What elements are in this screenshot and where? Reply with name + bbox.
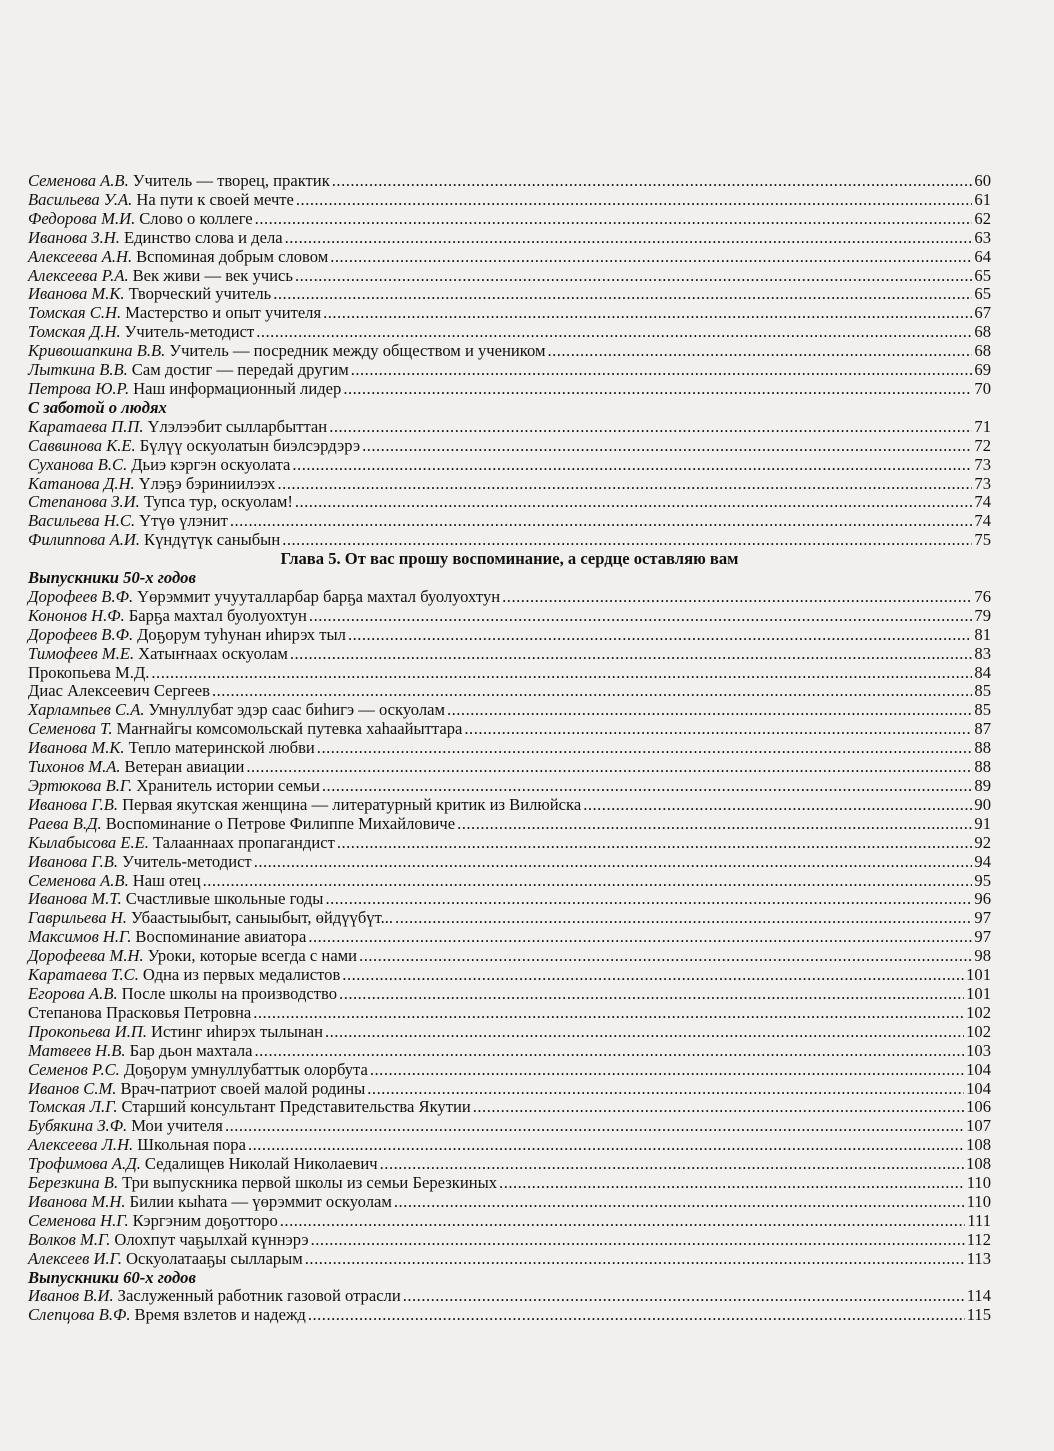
entry-title: Умнуллубат эдэр саас биһигэ — оскуолам bbox=[148, 700, 445, 720]
entry-title: Кэргэним доҕотторо bbox=[132, 1210, 278, 1230]
dot-leader bbox=[342, 966, 964, 985]
entry-title: Убаастыыбыт, саныыбыт, өйдүүбүт... bbox=[130, 908, 394, 928]
entry-page-number: 85 bbox=[974, 681, 991, 701]
toc-entry bbox=[28, 985, 991, 1004]
entry-author: Петрова Ю.Р. bbox=[28, 378, 130, 398]
dot-leader bbox=[296, 191, 973, 210]
entry-author: Раева В.Д. bbox=[28, 813, 102, 833]
entry-title: Врач-патриот своей малой родины bbox=[120, 1078, 366, 1098]
entry-author: Иванова М.К. bbox=[28, 284, 125, 304]
entry-title: Счастливые школьные годы bbox=[125, 889, 324, 909]
dot-leader bbox=[348, 626, 972, 645]
dot-leader bbox=[246, 758, 972, 777]
toc-entry bbox=[28, 1174, 991, 1193]
toc-entry bbox=[28, 531, 991, 550]
entry-page-number: 114 bbox=[966, 1286, 991, 1306]
entry-author: Семенова Т. bbox=[28, 719, 113, 739]
entry-page-number: 94 bbox=[974, 851, 991, 871]
toc-entry bbox=[28, 210, 991, 229]
entry-title: Единство слова и дела bbox=[123, 227, 283, 247]
entry-page-number: 60 bbox=[974, 171, 991, 190]
entry-title: Мастерство и опыт учителя bbox=[125, 303, 322, 323]
entry-title: Время взлетов и надежд bbox=[134, 1305, 306, 1325]
dot-leader bbox=[282, 531, 972, 550]
dot-leader bbox=[343, 380, 972, 399]
entry-title: Три выпускника первой школы из семьи Березкиных bbox=[122, 1173, 498, 1193]
dot-leader bbox=[325, 1023, 964, 1042]
toc-entry bbox=[28, 418, 991, 437]
dot-leader bbox=[473, 1098, 964, 1117]
dot-leader bbox=[248, 1136, 964, 1155]
table-of-contents bbox=[28, 172, 991, 1325]
toc-entry bbox=[28, 361, 991, 380]
toc-entry bbox=[28, 380, 991, 399]
dot-leader bbox=[308, 1306, 965, 1325]
dot-leader bbox=[317, 739, 973, 758]
toc-entry bbox=[28, 815, 991, 834]
dot-leader bbox=[339, 985, 964, 1004]
entry-page-number: 103 bbox=[966, 1040, 991, 1060]
entry-title: Сам достиг — передай другим bbox=[131, 360, 349, 380]
entry-page-number: 104 bbox=[966, 1059, 991, 1079]
entry-title: После школы на производство bbox=[121, 983, 338, 1003]
toc-entry bbox=[28, 285, 991, 304]
entry-author: Иванова З.Н. bbox=[28, 227, 120, 247]
toc-entry bbox=[28, 1080, 991, 1099]
dot-leader bbox=[547, 342, 972, 361]
entry-page-number: 67 bbox=[974, 303, 991, 323]
entry-page-number: 72 bbox=[974, 435, 991, 455]
entry-title: Слово о коллеге bbox=[139, 208, 253, 228]
dot-leader bbox=[457, 815, 972, 834]
entry-author: Алексеев И.Г. bbox=[28, 1248, 122, 1268]
toc-entry bbox=[28, 267, 991, 286]
entry-title: Үлэҕэ бэриниилээх bbox=[138, 473, 276, 493]
entry-author: Томская Л.Г. bbox=[28, 1097, 118, 1117]
toc-entry bbox=[28, 493, 991, 512]
toc-entry bbox=[28, 701, 991, 720]
toc-entry bbox=[28, 323, 991, 342]
entry-page-number: 95 bbox=[974, 870, 991, 890]
dot-leader bbox=[325, 890, 972, 909]
dot-leader bbox=[253, 1004, 964, 1023]
toc-entry bbox=[28, 739, 991, 758]
entry-page-number: 113 bbox=[966, 1248, 991, 1268]
entry-author: Филиппова А.И. bbox=[28, 530, 141, 550]
dot-leader bbox=[277, 475, 972, 494]
entry-title: Старший консультант Представительства Якутии bbox=[121, 1097, 471, 1117]
dot-leader bbox=[203, 872, 973, 891]
entry-title: Мои учителя bbox=[131, 1116, 223, 1136]
dot-leader bbox=[295, 493, 973, 512]
entry-author: Семенова Н.Г. bbox=[28, 1210, 129, 1230]
entry-author: Кононов Н.Ф. bbox=[28, 605, 125, 625]
dot-leader bbox=[403, 1287, 965, 1306]
dot-leader bbox=[359, 947, 972, 966]
toc-entry bbox=[28, 1212, 991, 1231]
dot-leader bbox=[285, 229, 973, 248]
entry-author: Матвеев Н.В. bbox=[28, 1040, 126, 1060]
toc-entry bbox=[28, 872, 991, 891]
toc-entry bbox=[28, 1042, 991, 1061]
dot-leader bbox=[394, 1193, 965, 1212]
toc-entry bbox=[28, 909, 991, 928]
entry-page-number: 73 bbox=[974, 473, 991, 493]
entry-page-number: 62 bbox=[974, 208, 991, 228]
entry-page-number: 90 bbox=[974, 794, 991, 814]
entry-author: Томская Д.Н. bbox=[28, 322, 121, 342]
entry-page-number: 75 bbox=[974, 530, 991, 550]
entry-author: Федорова М.И. bbox=[28, 208, 136, 228]
entry-page-number: 74 bbox=[974, 511, 991, 531]
entry-author: Иванова Г.В. bbox=[28, 794, 119, 814]
entry-title: Дьиэ кэргэн оскуолата bbox=[131, 454, 291, 474]
entry-author: Иванова М.Н. bbox=[28, 1191, 126, 1211]
entry-page-number: 106 bbox=[966, 1097, 991, 1117]
toc-entry bbox=[28, 796, 991, 815]
entry-page-number: 101 bbox=[966, 983, 991, 1003]
toc-entry bbox=[28, 645, 991, 664]
entry-page-number: 61 bbox=[974, 189, 991, 209]
entry-title: Үтүө үлэнит bbox=[139, 511, 228, 531]
entry-title: Воспоминание о Петрове Филиппе Михайловиче bbox=[105, 813, 456, 833]
entry-author: Эртюкова В.Г. bbox=[28, 776, 133, 795]
dot-leader bbox=[499, 1174, 965, 1193]
entry-title: Учитель-методист bbox=[124, 322, 255, 342]
dot-leader bbox=[502, 588, 972, 607]
dot-leader bbox=[295, 267, 972, 286]
toc-entry bbox=[28, 342, 991, 361]
toc-entry bbox=[28, 664, 991, 683]
entry-author: Семенова А.В. bbox=[28, 870, 129, 890]
toc-entry bbox=[28, 191, 991, 210]
toc-entry bbox=[28, 1287, 991, 1306]
toc-entry bbox=[28, 626, 991, 645]
entry-page-number: 110 bbox=[966, 1191, 991, 1211]
entry-page-number: 112 bbox=[966, 1229, 991, 1249]
entry-author: Катанова Д.Н. bbox=[28, 473, 135, 493]
entry-author: Иванов С.М. bbox=[28, 1078, 117, 1098]
entry-page-number: 84 bbox=[974, 662, 991, 682]
entry-title: Доҕорум умнуллубаттык олорбута bbox=[123, 1059, 368, 1079]
dot-leader bbox=[254, 853, 973, 872]
entry-title: Билии кыһата — үөрэммит оскуолам bbox=[129, 1191, 392, 1211]
entry-title: Учитель-методист bbox=[122, 851, 252, 871]
entry-page-number: 96 bbox=[974, 889, 991, 909]
entry-page-number: 91 bbox=[974, 813, 991, 833]
dot-leader bbox=[292, 456, 972, 475]
toc-entry bbox=[28, 1098, 991, 1117]
entry-title: Оскуолатааҕы сылларым bbox=[125, 1248, 303, 1268]
entry-author: Тихонов М.А. bbox=[28, 757, 121, 777]
section-heading: Выпускники 50-х годов bbox=[28, 568, 196, 588]
entry-page-number: 97 bbox=[974, 908, 991, 928]
entry-page-number: 111 bbox=[967, 1210, 991, 1230]
entry-page-number: 108 bbox=[966, 1135, 991, 1155]
toc-entry bbox=[28, 890, 991, 909]
entry-title: Учитель — творец, практик bbox=[132, 171, 330, 190]
entry-page-number: 88 bbox=[974, 738, 991, 758]
toc-entry bbox=[28, 1117, 991, 1136]
entry-author: Семенова А.В. bbox=[28, 171, 129, 190]
dot-leader bbox=[256, 323, 972, 342]
entry-title: Бүлүү оскуолатын биэлсэрдэрэ bbox=[139, 435, 361, 455]
entry-author: Кривошапкина В.В. bbox=[28, 341, 166, 361]
toc-entry bbox=[28, 588, 991, 607]
entry-author: Степанова З.И. bbox=[28, 492, 140, 512]
entry-page-number: 101 bbox=[966, 965, 991, 985]
entry-title: Ветеран авиации bbox=[124, 757, 245, 777]
toc-entry bbox=[28, 437, 991, 456]
entry-page-number: 110 bbox=[966, 1173, 991, 1193]
entry-author: Томская С.Н. bbox=[28, 303, 122, 323]
toc-entry bbox=[28, 304, 991, 323]
entry-author: Каратаева Т.С. bbox=[28, 965, 139, 985]
dot-leader bbox=[280, 1212, 966, 1231]
entry-page-number: 65 bbox=[974, 284, 991, 304]
entry-page-number: 65 bbox=[974, 265, 991, 285]
dot-leader bbox=[380, 1155, 964, 1174]
entry-author: Бубякина З.Ф. bbox=[28, 1116, 128, 1136]
entry-author: Харлампьев С.А. bbox=[28, 700, 145, 720]
dot-leader bbox=[330, 248, 972, 267]
dot-leader bbox=[311, 1231, 965, 1250]
entry-title: Хранитель истории семьи bbox=[136, 776, 320, 795]
entry-title: Творческий учитель bbox=[128, 284, 272, 304]
toc-entry bbox=[28, 456, 991, 475]
entry-page-number: 64 bbox=[974, 246, 991, 266]
toc-entry bbox=[28, 475, 991, 494]
entry-author: Алексеева А.Н. bbox=[28, 246, 133, 266]
entry-title: Хатыҥнаах оскуолам bbox=[138, 643, 288, 663]
entry-page-number: 69 bbox=[974, 360, 991, 380]
entry-page-number: 85 bbox=[974, 700, 991, 720]
entry-title: Заслуженный работник газовой отрасли bbox=[117, 1286, 401, 1306]
dot-leader bbox=[290, 645, 973, 664]
entry-author: Волков М.Г. bbox=[28, 1229, 111, 1249]
entry-author: Дорофеев В.Ф. bbox=[28, 586, 134, 606]
entry-author: Алексеева Р.А. bbox=[28, 265, 129, 285]
toc-entry bbox=[28, 720, 991, 739]
entry-title: Вспоминая добрым словом bbox=[136, 246, 329, 266]
dot-leader bbox=[309, 607, 972, 626]
entry-page-number: 71 bbox=[974, 416, 991, 436]
entry-page-number: 108 bbox=[966, 1154, 991, 1174]
dot-leader bbox=[395, 909, 972, 928]
dot-leader bbox=[305, 1250, 965, 1269]
dot-leader bbox=[323, 304, 972, 323]
dot-leader bbox=[464, 720, 972, 739]
entry-author: Алексеева Л.Н. bbox=[28, 1135, 134, 1155]
chapter-heading: Глава 5. От вас прошу воспоминание, а сердце оставляю вам bbox=[280, 549, 739, 569]
toc-entry bbox=[28, 1136, 991, 1155]
toc-entry bbox=[28, 1155, 991, 1174]
entry-page-number: 83 bbox=[974, 643, 991, 663]
entry-author: Иванова Г.В. bbox=[28, 851, 119, 871]
entry-page-number: 79 bbox=[974, 605, 991, 625]
toc-entry bbox=[28, 1231, 991, 1250]
entry-title: Тупса тур, оскуолам! bbox=[143, 492, 293, 512]
entry-title: Үлэлээбит сылларбыттан bbox=[147, 416, 328, 436]
entry-author: Васильева У.А. bbox=[28, 189, 133, 209]
entry-author: Иванова М.К. bbox=[28, 738, 125, 758]
entry-title: Одна из первых медалистов bbox=[142, 965, 341, 985]
dot-leader bbox=[337, 834, 973, 853]
toc-entry bbox=[28, 1061, 991, 1080]
dot-leader bbox=[151, 664, 972, 683]
entry-title: Тепло материнской любви bbox=[128, 738, 315, 758]
entry-title: Седалищев Николай Николаевич bbox=[144, 1154, 378, 1174]
entry-title: Уроки, которые всегда с нами bbox=[147, 946, 358, 966]
entry-title: Век живи — век учись bbox=[132, 265, 293, 285]
entry-page-number: 92 bbox=[974, 832, 991, 852]
entry-page-number: 107 bbox=[966, 1116, 991, 1136]
toc-entry bbox=[28, 758, 991, 777]
toc-entry bbox=[28, 248, 991, 267]
entry-title: Истинг иһирэх тылынан bbox=[151, 1021, 323, 1041]
entry-title: Күндүтүк саныбын bbox=[144, 530, 281, 550]
entry-title: Учитель — посредник между обществом и учеником bbox=[169, 341, 546, 361]
toc-entry bbox=[28, 777, 991, 796]
entry-page-number: 102 bbox=[966, 1021, 991, 1041]
toc-entry bbox=[28, 834, 991, 853]
dot-leader bbox=[583, 796, 972, 815]
dot-leader bbox=[273, 285, 972, 304]
entry-title: Диас Алексеевич Сергеев bbox=[28, 681, 210, 701]
entry-author: Васильева Н.С. bbox=[28, 511, 136, 531]
entry-author: Максимов Н.Г. bbox=[28, 927, 132, 947]
entry-author: Гаврильева Н. bbox=[28, 908, 127, 928]
entry-title: Бар дьон махтала bbox=[129, 1040, 253, 1060]
dot-leader bbox=[322, 777, 973, 796]
toc-entry bbox=[28, 947, 991, 966]
toc-entry bbox=[28, 853, 991, 872]
entry-title: Воспоминание авиатора bbox=[135, 927, 307, 947]
dot-leader bbox=[230, 512, 973, 531]
entry-title: Маҥнайгы комсомольскай путевка хаһаайыттара bbox=[116, 719, 463, 739]
entry-author: Прокопьева И.П. bbox=[28, 1021, 148, 1041]
dot-leader bbox=[329, 418, 972, 437]
toc-entry bbox=[28, 229, 991, 248]
entry-page-number: 68 bbox=[974, 322, 991, 342]
entry-title: Первая якутская женщина — литературный критик из Вилюйска bbox=[122, 794, 582, 814]
entry-page-number: 115 bbox=[966, 1305, 991, 1325]
dot-leader bbox=[447, 701, 972, 720]
entry-author: Тимофеев М.Е. bbox=[28, 643, 135, 663]
toc-entry bbox=[28, 682, 991, 701]
section-heading: Выпускники 60-х годов bbox=[28, 1267, 196, 1287]
entry-page-number: 63 bbox=[974, 227, 991, 247]
entry-page-number: 88 bbox=[974, 757, 991, 777]
entry-page-number: 73 bbox=[974, 454, 991, 474]
dot-leader bbox=[362, 437, 972, 456]
entry-author: Слепцова В.Ф. bbox=[28, 1305, 131, 1325]
entry-page-number: 81 bbox=[974, 624, 991, 644]
entry-title: Барҕа махтал буолуохтун bbox=[128, 605, 307, 625]
entry-author: Семенов Р.С. bbox=[28, 1059, 120, 1079]
entry-author: Иванова М.Т. bbox=[28, 889, 122, 909]
entry-author: Дорофеев В.Ф. bbox=[28, 624, 134, 644]
entry-page-number: 97 bbox=[974, 927, 991, 947]
toc-entry bbox=[28, 928, 991, 947]
entry-title: Школьная пора bbox=[137, 1135, 246, 1155]
dot-leader bbox=[225, 1117, 964, 1136]
entry-author: Кылабысова Е.Е. bbox=[28, 832, 149, 852]
entry-title: Прокопьева М.Д. bbox=[28, 662, 150, 682]
entry-author: Суханова В.С. bbox=[28, 454, 128, 474]
entry-author: Иванов В.И. bbox=[28, 1286, 114, 1306]
entry-title: Наш отец bbox=[132, 870, 201, 890]
entry-author: Лыткина В.В. bbox=[28, 360, 128, 380]
toc-entry bbox=[28, 512, 991, 531]
entry-title: Наш информационный лидер bbox=[133, 378, 342, 398]
dot-leader bbox=[308, 928, 972, 947]
entry-page-number: 89 bbox=[974, 776, 991, 795]
dot-leader bbox=[212, 682, 972, 701]
toc-entry bbox=[28, 966, 991, 985]
entry-author: Трофимова А.Д. bbox=[28, 1154, 141, 1174]
entry-title: Степанова Прасковья Петровна bbox=[28, 1002, 252, 1022]
toc-entry bbox=[28, 1004, 991, 1023]
toc-entry bbox=[28, 607, 991, 626]
dot-leader bbox=[351, 361, 973, 380]
entry-author: Березкина В. bbox=[28, 1173, 119, 1193]
entry-author: Егорова А.В. bbox=[28, 983, 118, 1003]
entry-author: Дорофеева М.Н. bbox=[28, 946, 144, 966]
toc-entry bbox=[28, 1023, 991, 1042]
entry-page-number: 98 bbox=[974, 946, 991, 966]
entry-page-number: 74 bbox=[974, 492, 991, 512]
dot-leader bbox=[255, 210, 973, 229]
entry-author: Саввинова К.Е. bbox=[28, 435, 136, 455]
toc-entry bbox=[28, 1306, 991, 1325]
dot-leader bbox=[255, 1042, 965, 1061]
entry-title: Олохпут чаҕылхай күннэрэ bbox=[114, 1229, 309, 1249]
entry-page-number: 87 bbox=[974, 719, 991, 739]
entry-page-number: 104 bbox=[966, 1078, 991, 1098]
toc-entry bbox=[28, 1193, 991, 1212]
entry-page-number: 68 bbox=[974, 341, 991, 361]
dot-leader bbox=[367, 1080, 964, 1099]
section-heading: С заботой о людях bbox=[28, 397, 167, 417]
toc-entry bbox=[28, 1250, 991, 1269]
dot-leader bbox=[332, 172, 973, 191]
entry-title: Доҕорум туһунан иһирэх тыл bbox=[137, 624, 346, 644]
entry-title: Үөрэммит учууталларбар барҕа махтал буолуохтун bbox=[137, 586, 501, 606]
dot-leader bbox=[370, 1061, 964, 1080]
entry-author: Каратаева П.П. bbox=[28, 416, 144, 436]
entry-page-number: 102 bbox=[966, 1002, 991, 1022]
entry-title: На пути к своей мечте bbox=[136, 189, 294, 209]
entry-title: Талааннаах пропагандист bbox=[152, 832, 335, 852]
entry-page-number: 70 bbox=[974, 378, 991, 398]
entry-page-number: 76 bbox=[974, 586, 991, 606]
toc-entry bbox=[28, 172, 991, 191]
